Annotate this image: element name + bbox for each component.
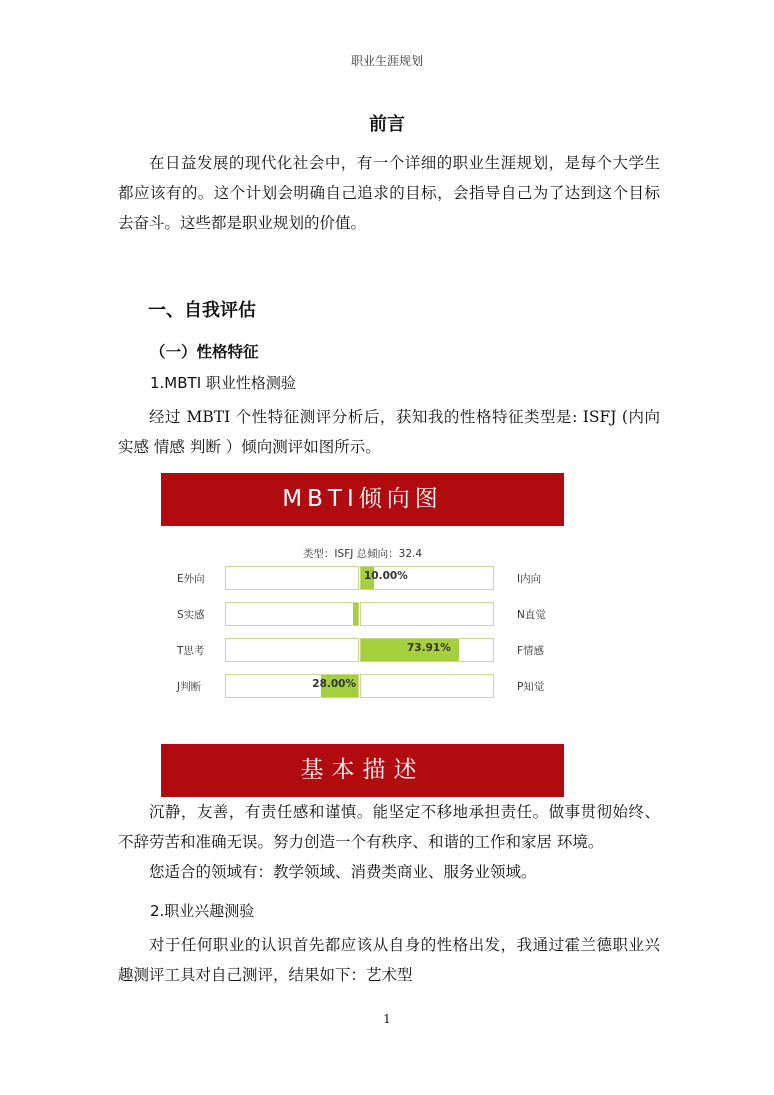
mbti-row [161, 566, 564, 590]
mbti-row [161, 638, 564, 662]
trait-label-right: F情感 [517, 645, 545, 657]
trait-label-left: J判断 [177, 681, 202, 693]
trait-label-right: N直觉 [517, 609, 546, 621]
item-heading-mbti: 1.MBTI 职业性格测验 [150, 374, 296, 392]
trait-label-left: E外向 [177, 573, 205, 585]
item-heading-interest: 2.职业兴趣测验 [150, 902, 255, 920]
chart-summary: 类型：ISFJ 总倾向：32.4 [302, 548, 423, 560]
bar-box-right [360, 602, 494, 626]
description-banner: 基本描述 [161, 744, 564, 797]
page-title: 前言 [369, 114, 405, 135]
intro-paragraph: 在日益发展的现代化社会中，有一个详细的职业生涯规划，是每个大学生都应该有的。这个计划会明确自己追求的目标，会指导自己为了达到这个目标去奋斗。这些都是职业规划的价值。 [118, 154, 660, 232]
tendency-bar [353, 603, 358, 625]
bar-box-left [225, 638, 359, 662]
trait-label-left: S实感 [177, 609, 205, 621]
bar-box-left [225, 602, 359, 626]
bar-box-right [360, 674, 494, 698]
fields-paragraph: 您适合的领域有：教学领域、消费类商业、服务业领域。 [149, 863, 537, 881]
bar-box-left [225, 674, 359, 698]
page-header: 职业生涯规划 [350, 54, 423, 68]
page-number: 1 [383, 1012, 391, 1026]
tendency-value-label: 73.91% [407, 642, 451, 654]
interest-paragraph: 对于任何职业的认识首先都应该从自身的性格出发，我通过霍兰德职业兴趣测评工具对自己测评，结果如下：艺术型 [118, 936, 660, 984]
mbti-row [161, 602, 564, 626]
tendency-value-label: 10.00% [364, 570, 408, 582]
trait-label-right: I内向 [517, 573, 542, 585]
bar-box-right [360, 638, 494, 662]
trait-label-left: T思考 [177, 645, 205, 657]
mbti-paragraph: 经过 MBTI 个性特征测评分析后，获知我的性格特征类型是: ISFJ (内向 实感 情感 判断 ）倾向测评如图所示。 [118, 408, 660, 456]
bar-box-left [225, 566, 359, 590]
mbti-row [161, 674, 564, 698]
mbti-chart [161, 526, 564, 742]
bar-box-right [360, 566, 494, 590]
tendency-value-label: 28.00% [312, 678, 356, 690]
subsection-heading: （一）性格特征 [150, 342, 259, 361]
mbti-banner: MBTI倾向图 [161, 473, 564, 526]
description-paragraph: 沉静，友善，有责任感和谨慎。能坚定不移地承担责任。做事贯彻始终、不辞劳苦和准确无误。努力创造一个有秩序、和谐的工作和家居 环境。 [118, 803, 660, 851]
trait-label-right: P知觉 [517, 681, 545, 693]
section-heading: 一、自我评估 [148, 300, 256, 321]
